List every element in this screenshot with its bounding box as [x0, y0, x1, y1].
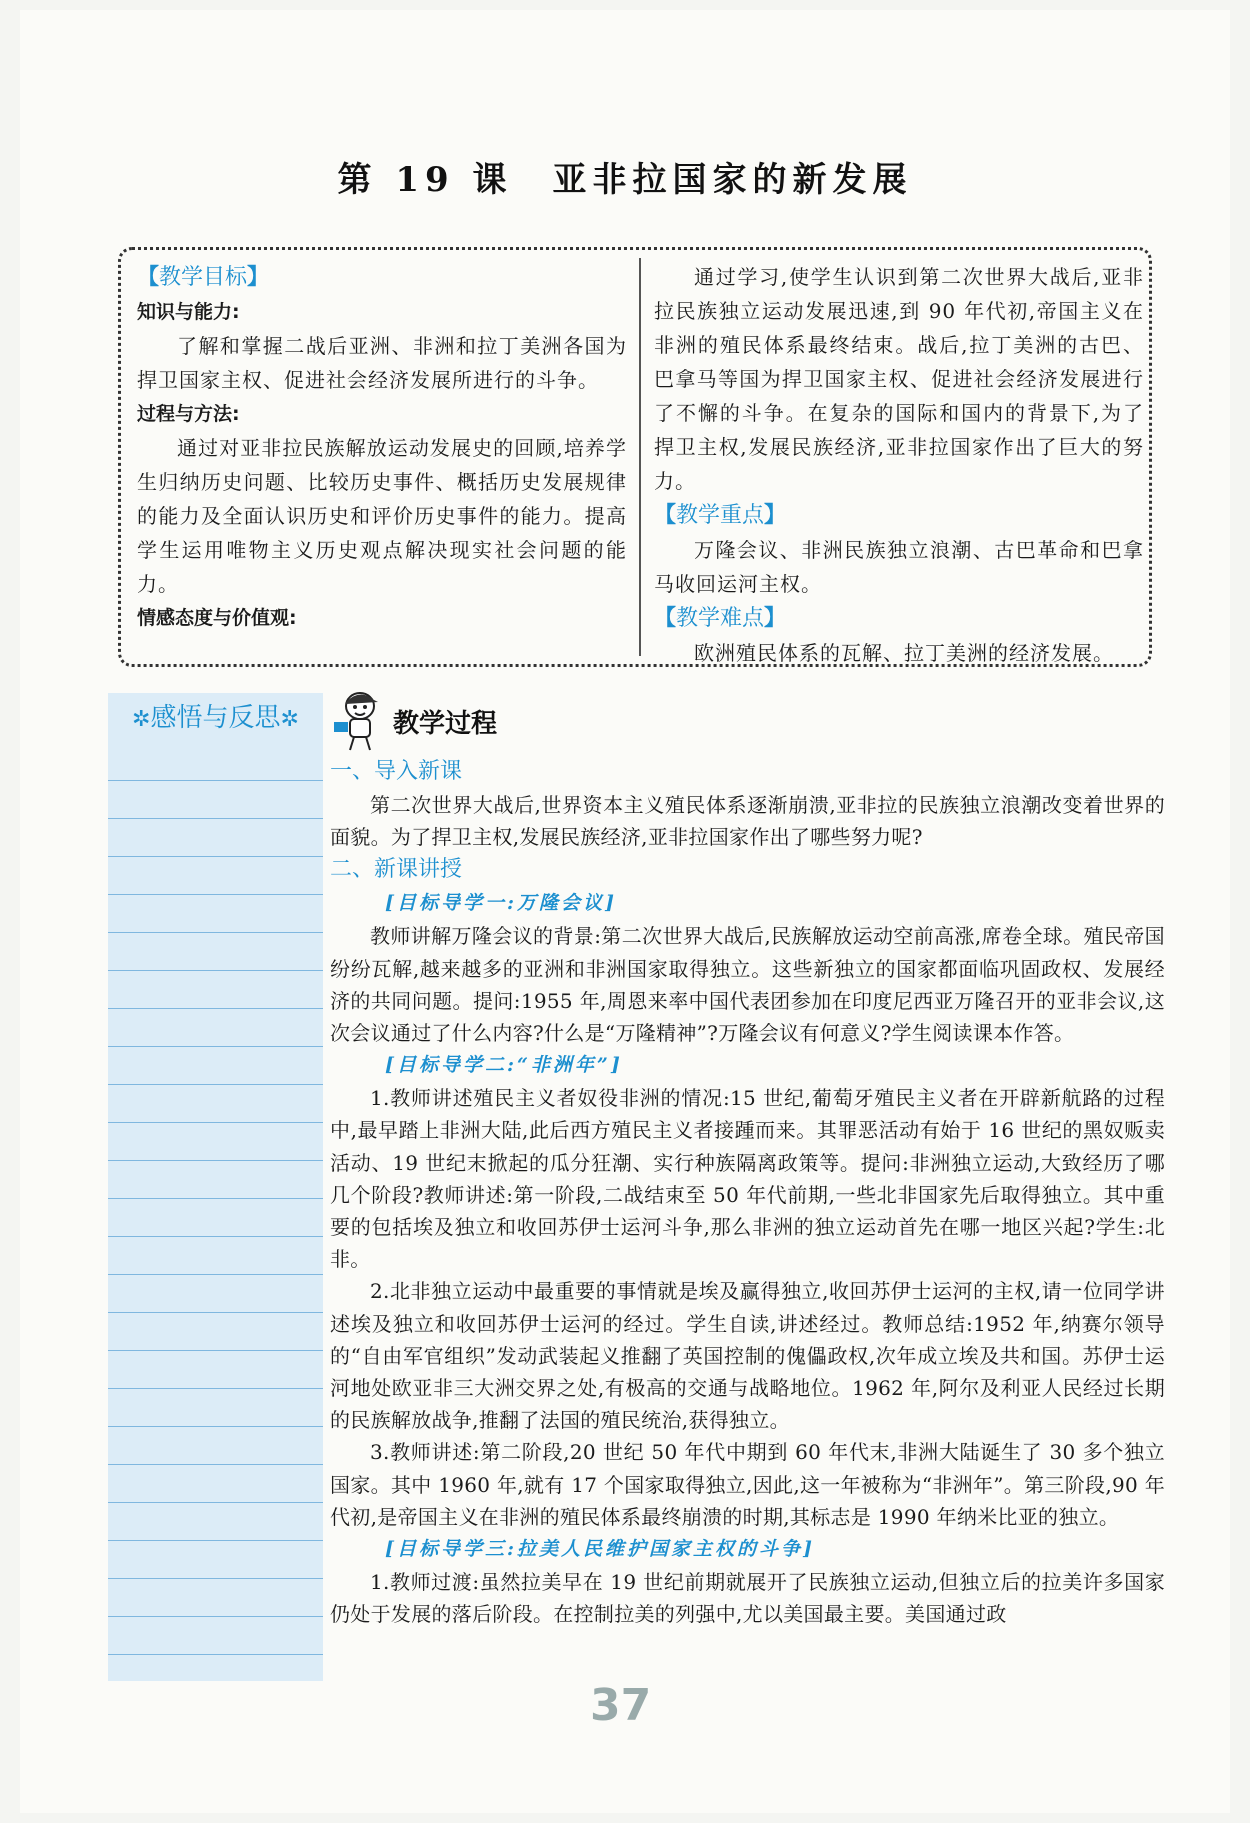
- column-divider: [639, 258, 641, 656]
- goal-heading: [目标导学三:拉美人民维护国家主权的斗争]: [385, 1538, 815, 1561]
- paragraph: 3.教师讲述:第二阶段,20 世纪 50 年代中期到 60 年代末,非洲大陆诞生了 30 多个独立国家。其中 1960 年,就有 17 个国家取得独立,因此,这一年被称为“非洲年”。第三阶段,90 年代初,是帝国主义在非洲的殖民体系最终崩溃的时期,其标志是 1990 年纳米比亚的独立。: [330, 1440, 1165, 1529]
- difficult-points-text: 欧洲殖民体系的瓦解、拉丁美洲的经济发展。: [694, 641, 1114, 665]
- process-label: 过程与方法:: [137, 403, 240, 425]
- process-title: 教学过程: [393, 703, 497, 740]
- objectives-left-column: [137, 260, 627, 635]
- emotion-label: 情感态度与价值观:: [137, 607, 297, 629]
- goal-heading: [目标导学二:“非洲年”]: [385, 1054, 623, 1077]
- page-number: 37: [590, 1680, 652, 1731]
- process-body: [330, 755, 1165, 1630]
- key-points-tag: 【教学重点】: [654, 503, 787, 528]
- section-heading: 一、导入新课: [330, 759, 463, 784]
- flower-icon: ✲: [280, 707, 299, 732]
- objectives-tag: 【教学目标】: [137, 265, 270, 290]
- key-points-text: 万隆会议、非洲民族独立浪潮、古巴革命和巴拿马收回运河主权。: [654, 538, 1144, 596]
- reflection-heading: ✲感悟与反思✲: [108, 693, 323, 743]
- lesson-name: 亚非拉国家的新发展: [552, 160, 913, 200]
- process-text: 通过对亚非拉民族解放运动发展史的回顾,培养学生归纳历史问题、比较历史事件、概括历史发展规律的能力及全面认识历史和评价历史事件的能力。提高学生运用唯物主义历史观点解决现实社会问题的能力。: [137, 436, 627, 596]
- objectives-right-column: [654, 260, 1144, 670]
- section-heading: 二、新课讲授: [330, 857, 463, 883]
- reflection-sidebar: [108, 693, 323, 1681]
- difficult-points-tag: 【教学难点】: [654, 606, 787, 631]
- intro-paragraph: 第二次世界大战后,世界资本主义殖民体系逐渐崩溃,亚非拉的民族独立浪潮改变着世界的面貌。为了捍卫主权,发展民族经济,亚非拉国家作出了哪些努力呢?: [330, 793, 1165, 850]
- lesson-number: 第 19 课: [337, 160, 513, 200]
- objectives-box: [118, 247, 1152, 667]
- paragraph: 1.教师过渡:虽然拉美早在 19 世纪前期就展开了民族独立运动,但独立后的拉美许多国家仍处于发展的落后阶段。在控制拉美的列强中,尤以美国最主要。美国通过政: [330, 1570, 1165, 1627]
- paragraph: 2.北非独立运动中最重要的事情就是埃及赢得独立,收回苏伊士运河的主权,请一位同学讲述埃及独立和收回苏伊士运河的经过。学生自读,讲述经过。教师总结:1952 年,纳赛尔领导的“自由军官组织”发动武装起义推翻了英国控制的傀儡政权,次年成立埃及共和国。苏伊士运河地处欧亚非三大洲交界之处,有极高的交通与战略地位。1962 年,阿尔及利亚人民经过长期的民族解放战争,推翻了法国的殖民统治,获得独立。: [330, 1279, 1165, 1433]
- flower-icon: ✲: [132, 707, 151, 732]
- knowledge-label: 知识与能力:: [137, 301, 240, 323]
- goal-heading: [目标导学一:万隆会议]: [385, 892, 617, 915]
- page-title: [0, 152, 1250, 201]
- paragraph: 教师讲解万隆会议的背景:第二次世界大战后,民族解放运动空前高涨,席卷全球。殖民帝国纷纷瓦解,越来越多的亚洲和非洲国家取得独立。这些新独立的国家都面临巩固政权、发展经济的共同问题。提问:1955 年,周恩来率中国代表团参加在印度尼西亚万隆召开的亚非会议,这次会议通过了什么内容?什么是“万隆精神”?万隆会议有何意义?学生阅读课本作答。: [330, 924, 1165, 1046]
- student-mascot-icon: [330, 688, 388, 752]
- paragraph: 1.教师讲述殖民主义者奴役非洲的情况:15 世纪,葡萄牙殖民主义者在开辟新航路的过程中,最早踏上非洲大陆,此后西方殖民主义者接踵而来。其罪恶活动有始于 16 世纪的黑奴贩卖活动、19 世纪末掀起的瓜分狂潮、实行种族隔离政策等。提问:非洲独立运动,大致经历了哪几个阶段?教师讲述:第一阶段,二战结束至 50 年代前期,一些北非国家先后取得独立。其中重要的包括埃及独立和收回苏伊士运河斗争,那么非洲的独立运动首先在哪一地区兴起?学生:北非。: [330, 1086, 1165, 1272]
- emotion-text: 通过学习,使学生认识到第二次世界大战后,亚非拉民族独立运动发展迅速,到 90 年代初,帝国主义在非洲的殖民体系最终结束。战后,拉丁美洲的古巴、巴拿马等国为捍卫国家主权、促进社会经济发展进行了不懈的斗争。在复杂的国际和国内的背景下,为了捍卫主权,发展民族经济,亚非拉国家作出了巨大的努力。: [654, 265, 1144, 493]
- knowledge-text: 了解和掌握二战后亚洲、非洲和拉丁美洲各国为捍卫国家主权、促进社会经济发展所进行的斗争。: [137, 334, 627, 392]
